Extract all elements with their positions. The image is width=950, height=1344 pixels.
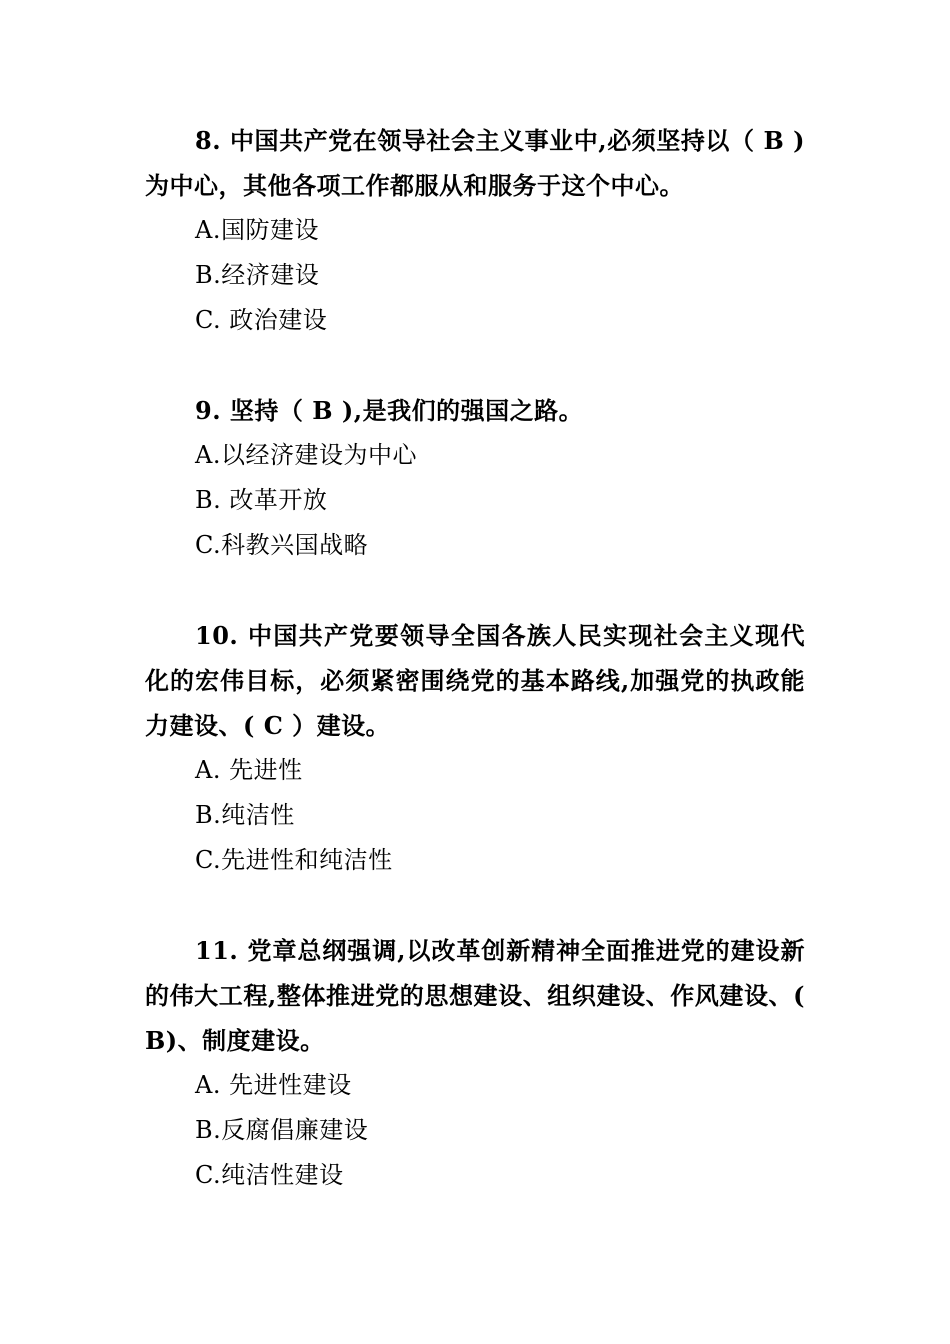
spacer: [145, 343, 805, 388]
option-b: B.反腐倡廉建设: [195, 1116, 369, 1144]
question-9: [145, 388, 805, 568]
question-stem: 9. 坚持（ B ),是我们的强国之路。: [195, 396, 584, 425]
document-content: [145, 118, 805, 1198]
question-stem: 10. 中国共产党要领导全国各族人民实现社会主义现代化的宏伟目标，必须紧密围绕党的基本路线,加强党的执政能力建设、( C ）建设。: [145, 621, 805, 740]
option-a: A.以经济建设为中心: [195, 441, 417, 469]
option-a: A. 先进性: [195, 756, 303, 784]
spacer: [145, 568, 805, 613]
question-8: [145, 118, 805, 343]
option-c: C.纯洁性建设: [195, 1161, 344, 1189]
option-c: C.科教兴国战略: [195, 531, 369, 559]
option-c: C.先进性和纯洁性: [195, 846, 393, 874]
option-b: B. 改革开放: [195, 486, 328, 514]
question-stem: 8. 中国共产党在领导社会主义事业中,必须坚持以（ B )为中心，其他各项工作都服从和服务于这个中心。: [145, 126, 805, 200]
option-a: A.国防建设: [195, 216, 319, 244]
spacer: [145, 883, 805, 928]
option-c: C. 政治建设: [195, 306, 328, 334]
option-a: A. 先进性建设: [195, 1071, 352, 1099]
question-10: [145, 613, 805, 883]
option-b: B.经济建设: [195, 261, 320, 289]
question-stem: 11. 党章总纲强调,以改革创新精神全面推进党的建设新的伟大工程,整体推进党的思想建设、组织建设、作风建设、( B)、制度建设。: [145, 936, 805, 1055]
question-11: [145, 928, 805, 1198]
option-b: B.纯洁性: [195, 801, 295, 829]
